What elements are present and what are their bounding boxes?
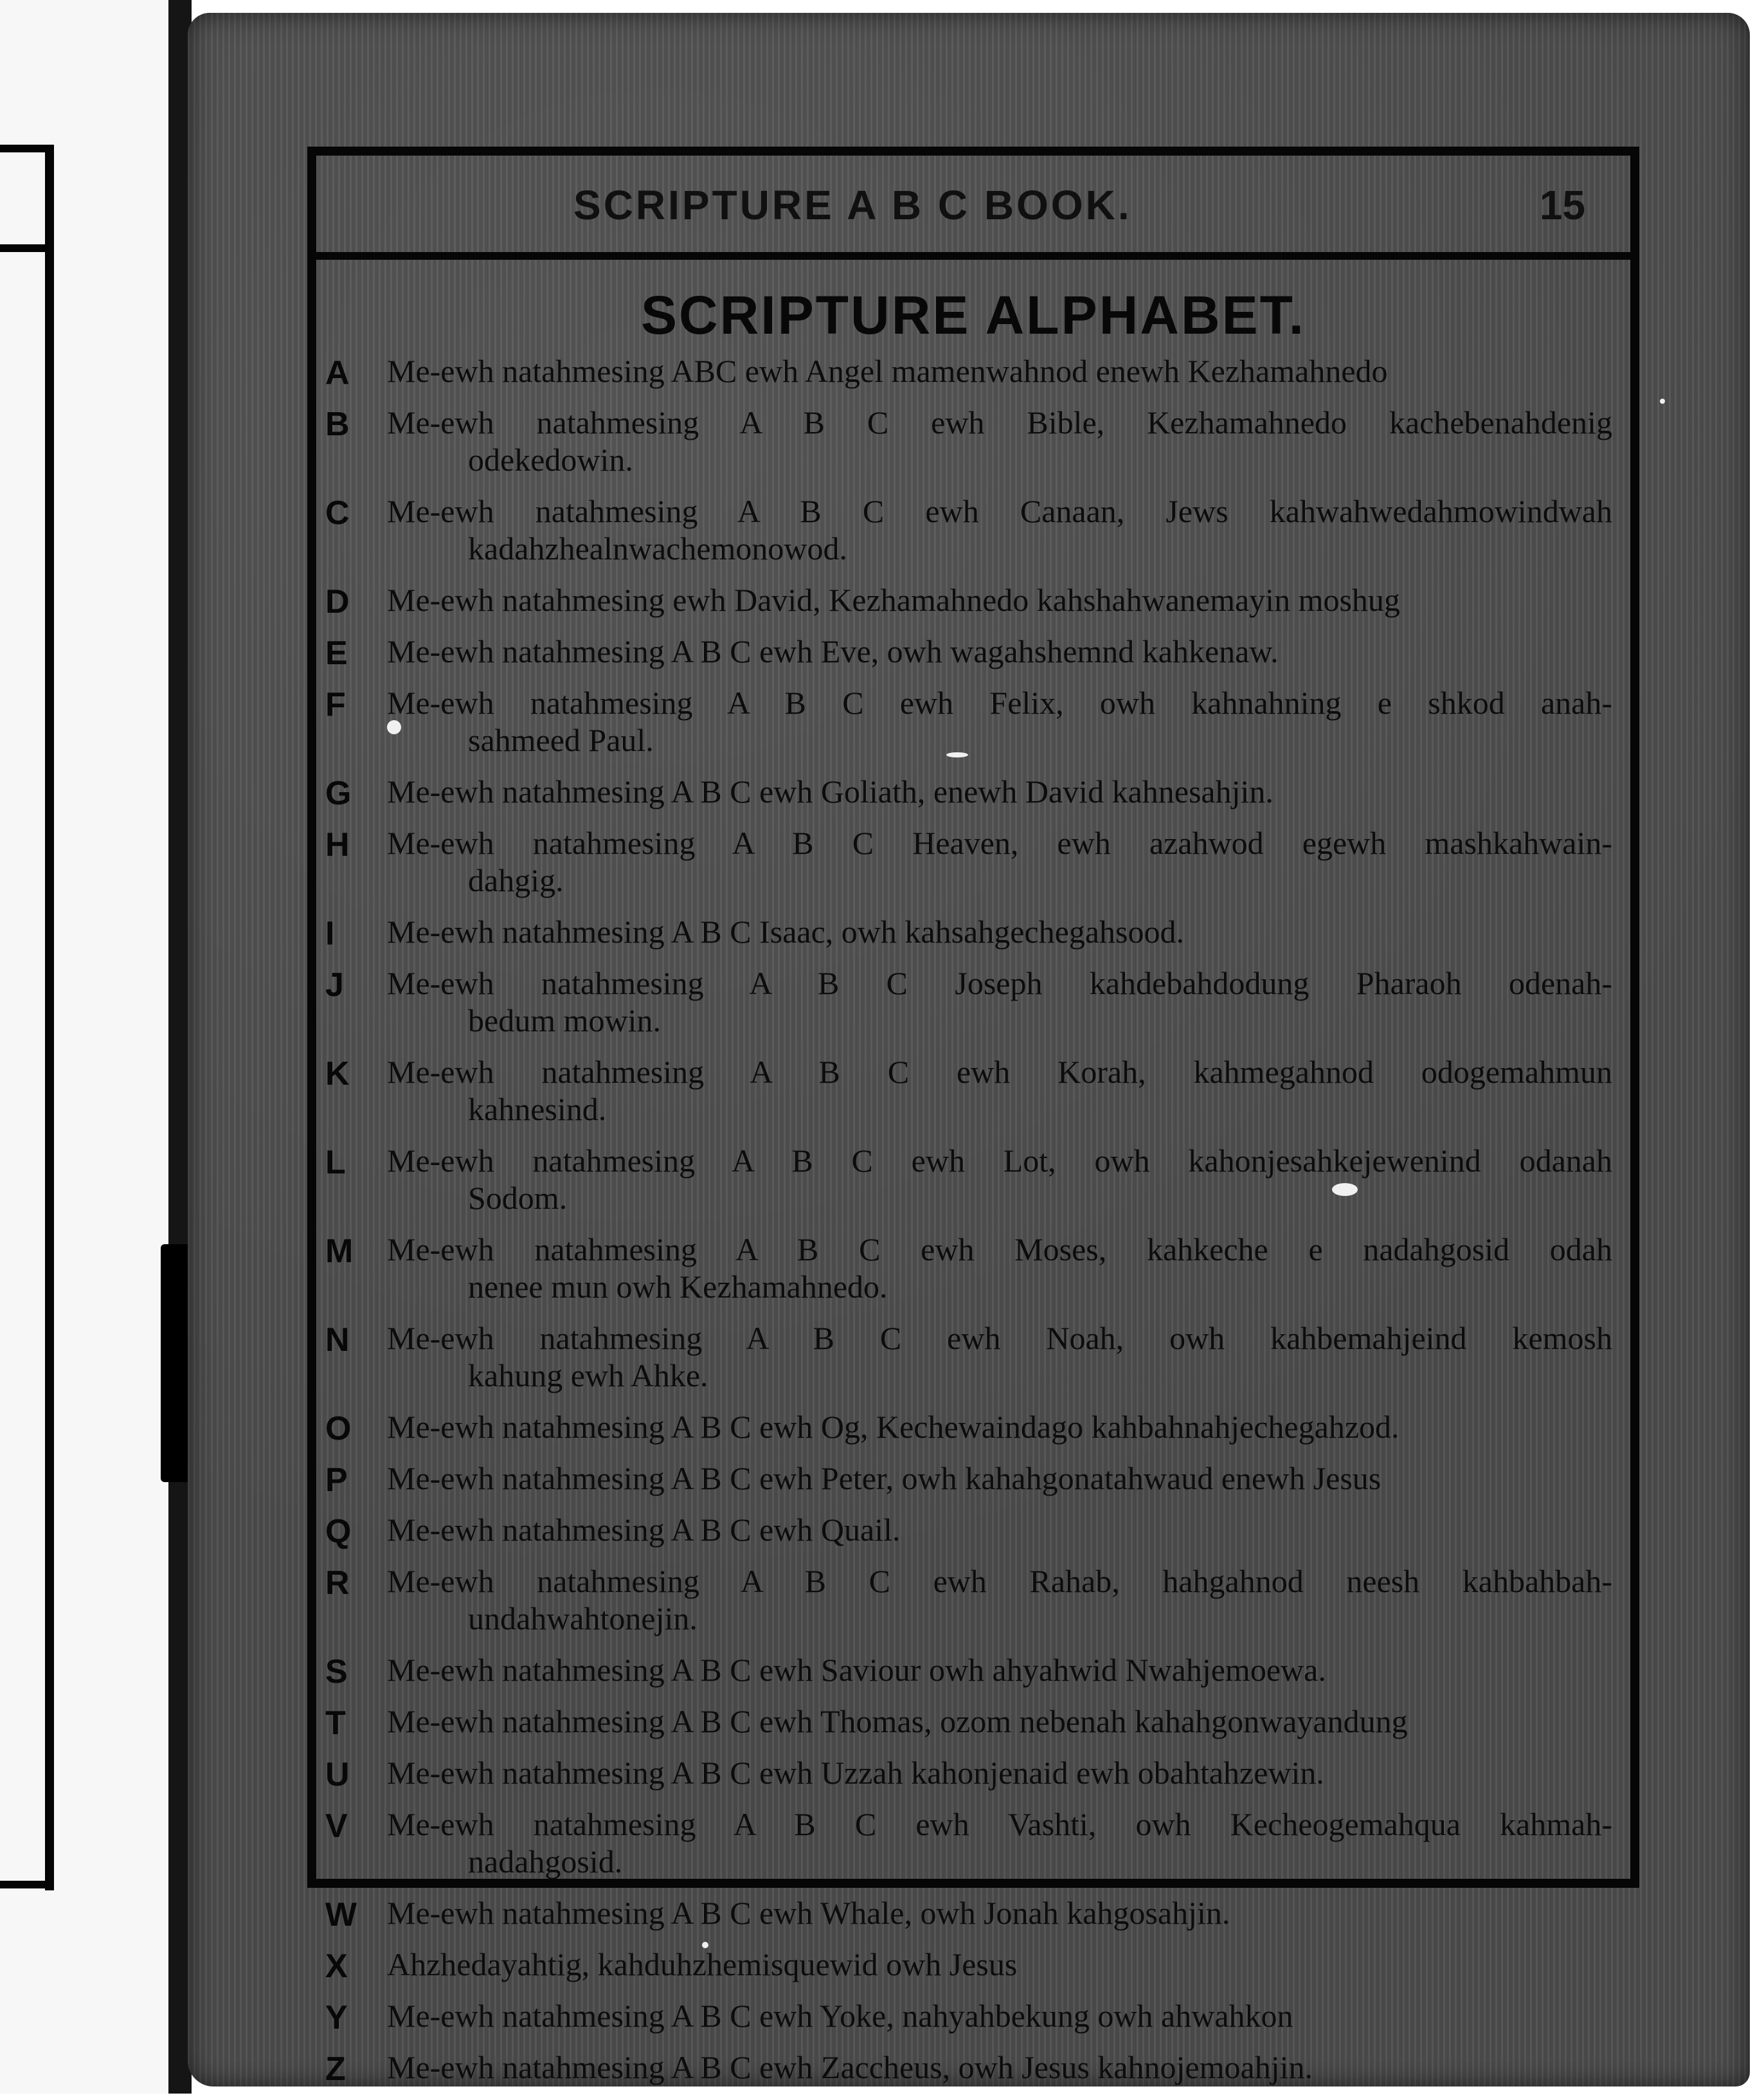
entry-letter: Q	[325, 1513, 352, 1550]
entry-text-line: Me-ewh natahmesing A B C ewh Uzzah kahonjenaid ewh obahtahzewin.	[387, 1755, 1324, 1791]
entry-text-line: Me-ewh natahmesing A B C Joseph kahdebahdodung Pharaoh odenah-	[387, 965, 1612, 1001]
entry-text-line: Me-ewh natahmesing A B C ewh Peter, owh kahahgonatahwaud enewh Jesus	[387, 1460, 1382, 1496]
entry-letter: C	[325, 494, 350, 532]
facing-page-rule-bottom	[0, 1881, 54, 1888]
alphabet-entry	[325, 773, 1612, 810]
entry-text-line: Me-ewh natahmesing A B C ewh Lot, owh kahonjesahkejewenind odanah	[387, 1143, 1612, 1179]
facing-page-border	[45, 145, 54, 1890]
entry-text-line: Me-ewh natahmesing ABC ewh Angel mamenwahnod enewh Kezhamahnedo	[387, 353, 1388, 389]
entry-text-line: Me-ewh natahmesing A B C ewh Vashti, owh Kecheogemahqua kahmah-	[387, 1806, 1612, 1842]
entry-text-line: Me-ewh natahmesing A B C ewh Noah, owh kahbemahjeind kemosh	[387, 1320, 1612, 1356]
entry-letter: O	[325, 1410, 352, 1447]
entry-text-line: Me-ewh natahmesing A B C ewh Thomas, ozom nebenah kahahgonwayandung	[387, 1703, 1408, 1739]
alphabet-entry	[325, 352, 1612, 390]
entry-letter: Z	[325, 2050, 346, 2088]
entry-letter: K	[325, 1055, 350, 1092]
facing-page	[0, 0, 174, 2094]
running-header	[316, 156, 1630, 260]
alphabet-entry	[325, 633, 1612, 670]
entry-letter: J	[325, 966, 344, 1004]
alphabet-entry	[325, 404, 1612, 478]
alphabet-entry	[325, 1894, 1612, 1932]
alphabet-entry	[325, 493, 1612, 567]
binding-clip	[161, 1244, 192, 1482]
entry-letter: E	[325, 635, 348, 672]
entry-text-line: Me-ewh natahmesing A B C ewh Korah, kahmegahnod odogemahmun	[387, 1054, 1612, 1090]
text-frame	[307, 147, 1639, 2088]
entry-text-line: Me-ewh natahmesing A B C ewh Yoke, nahyahbekung owh ahwahkon	[387, 1998, 1293, 2034]
alphabet-entry	[325, 1511, 1612, 1548]
entry-letter: W	[325, 1896, 357, 1933]
entry-letter: R	[325, 1564, 350, 1602]
entry-text-line: Me-ewh natahmesing A B C ewh Saviour owh ahyahwid Nwahjemoewa.	[387, 1652, 1326, 1688]
alphabet-entry	[325, 913, 1612, 950]
alphabet-entry	[325, 684, 1612, 759]
alphabet-entry	[325, 1231, 1612, 1305]
alphabet-entry	[325, 1754, 1612, 1791]
entry-text-line: nadahgosid.	[468, 1843, 623, 1879]
entry-letter: Y	[325, 1999, 348, 2036]
alphabet-entry	[325, 1946, 1612, 1983]
entry-letter: G	[325, 775, 352, 812]
running-title: SCRIPTURE A B C BOOK.	[573, 182, 1132, 228]
entry-text-line: Me-ewh natahmesing A B C ewh Moses, kahkeche e nadahgosid odah	[387, 1231, 1612, 1267]
alphabet-entry	[325, 1053, 1612, 1128]
entry-text-line: odekedowin.	[468, 442, 633, 478]
entry-text-line: sahmeed Paul.	[468, 722, 654, 758]
facing-page-rule-middle	[0, 244, 54, 252]
entry-letter: V	[325, 1807, 348, 1845]
alphabet-entry	[325, 1997, 1612, 2034]
entry-letter: X	[325, 1948, 348, 1985]
entry-text-line: Me-ewh natahmesing A B C Heaven, ewh azahwod egewh mashkahwain-	[387, 825, 1612, 861]
alphabet-entry	[325, 1142, 1612, 1217]
entry-text-line: Me-ewh natahmesing A B C ewh Zaccheus, owh Jesus kahnojemoahjin.	[387, 2049, 1313, 2085]
entry-text-line: kahnesind.	[468, 1091, 607, 1127]
entry-text-line: Me-ewh natahmesing A B C ewh Eve, owh wagahshemnd kahkenaw.	[387, 633, 1279, 669]
entry-text-line: Me-ewh natahmesing A B C ewh Quail.	[387, 1512, 901, 1548]
alphabet-entry	[325, 1408, 1612, 1445]
entry-text-line: Me-ewh natahmesing A B C ewh Canaan, Jews kahwahwedahmowindwah	[387, 493, 1612, 529]
entry-text-line: Me-ewh natahmesing A B C ewh Whale, owh Jonah kahgosahjin.	[387, 1895, 1230, 1931]
alphabet-entry	[325, 1319, 1612, 1394]
page-number: 15	[1539, 182, 1585, 228]
entry-letter: A	[325, 354, 350, 392]
entry-text-line: Sodom.	[468, 1180, 568, 1216]
entry-text-line: kadahzhealnwachemonowod.	[468, 530, 848, 566]
entry-text-line: Me-ewh natahmesing ewh David, Kezhamahnedo kahshahwanemayin moshug	[387, 582, 1400, 618]
entry-letter: U	[325, 1756, 350, 1793]
entry-text-line: undahwahtonejin.	[468, 1600, 698, 1636]
alphabet-list	[325, 352, 1612, 2100]
entry-text-line: kahung ewh Ahke.	[468, 1357, 708, 1393]
entry-letter: M	[325, 1233, 354, 1270]
entry-letter: L	[325, 1144, 346, 1181]
paper-speck	[1660, 399, 1665, 404]
entry-letter: P	[325, 1462, 348, 1499]
entry-text-line: Me-ewh natahmesing A B C Isaac, owh kahsahgechegahsood.	[387, 914, 1184, 950]
section-heading: SCRIPTURE ALPHABET.	[641, 285, 1306, 345]
alphabet-entry	[325, 1562, 1612, 1637]
alphabet-entry	[325, 1651, 1612, 1688]
alphabet-entry	[325, 1806, 1612, 1880]
facing-page-rule-top	[0, 145, 54, 152]
entry-letter: B	[325, 406, 350, 443]
alphabet-entry	[325, 824, 1612, 899]
entry-text-line: Me-ewh natahmesing A B C ewh Og, Kechewaindago kahbahnahjechegahzod.	[387, 1409, 1400, 1445]
alphabet-entry	[325, 581, 1612, 619]
entry-letter: D	[325, 583, 350, 620]
entry-letter: S	[325, 1653, 348, 1690]
entry-letter: N	[325, 1321, 350, 1359]
entry-text-line: Me-ewh natahmesing A B C ewh Bible, Kezhamahnedo kachebenahdenig	[387, 404, 1612, 440]
entry-letter: H	[325, 826, 350, 864]
alphabet-entry	[325, 2049, 1612, 2086]
entry-text-line: Ahzhedayahtig, kahduhzhemisquewid owh Jesus	[387, 1946, 1018, 1982]
entry-letter: I	[325, 915, 335, 952]
entry-letter: T	[325, 1705, 346, 1742]
alphabet-entry	[325, 1703, 1612, 1740]
entry-letter: F	[325, 686, 346, 723]
entry-text-line: Me-ewh natahmesing A B C ewh Felix, owh kahnahning e shkod anah-	[387, 685, 1612, 721]
alphabet-entry	[325, 964, 1612, 1039]
entry-text-line: bedum mowin.	[468, 1002, 661, 1038]
entry-text-line: Me-ewh natahmesing A B C ewh Rahab, hahgahnod neesh kahbahbah-	[387, 1563, 1612, 1599]
alphabet-entry	[325, 1460, 1612, 1497]
entry-text-line: Me-ewh natahmesing A B C ewh Goliath, enewh David kahnesahjin.	[387, 774, 1274, 810]
entry-text-line: nenee mun owh Kezhamahnedo.	[468, 1269, 888, 1305]
entry-text-line: dahgig.	[468, 862, 564, 898]
